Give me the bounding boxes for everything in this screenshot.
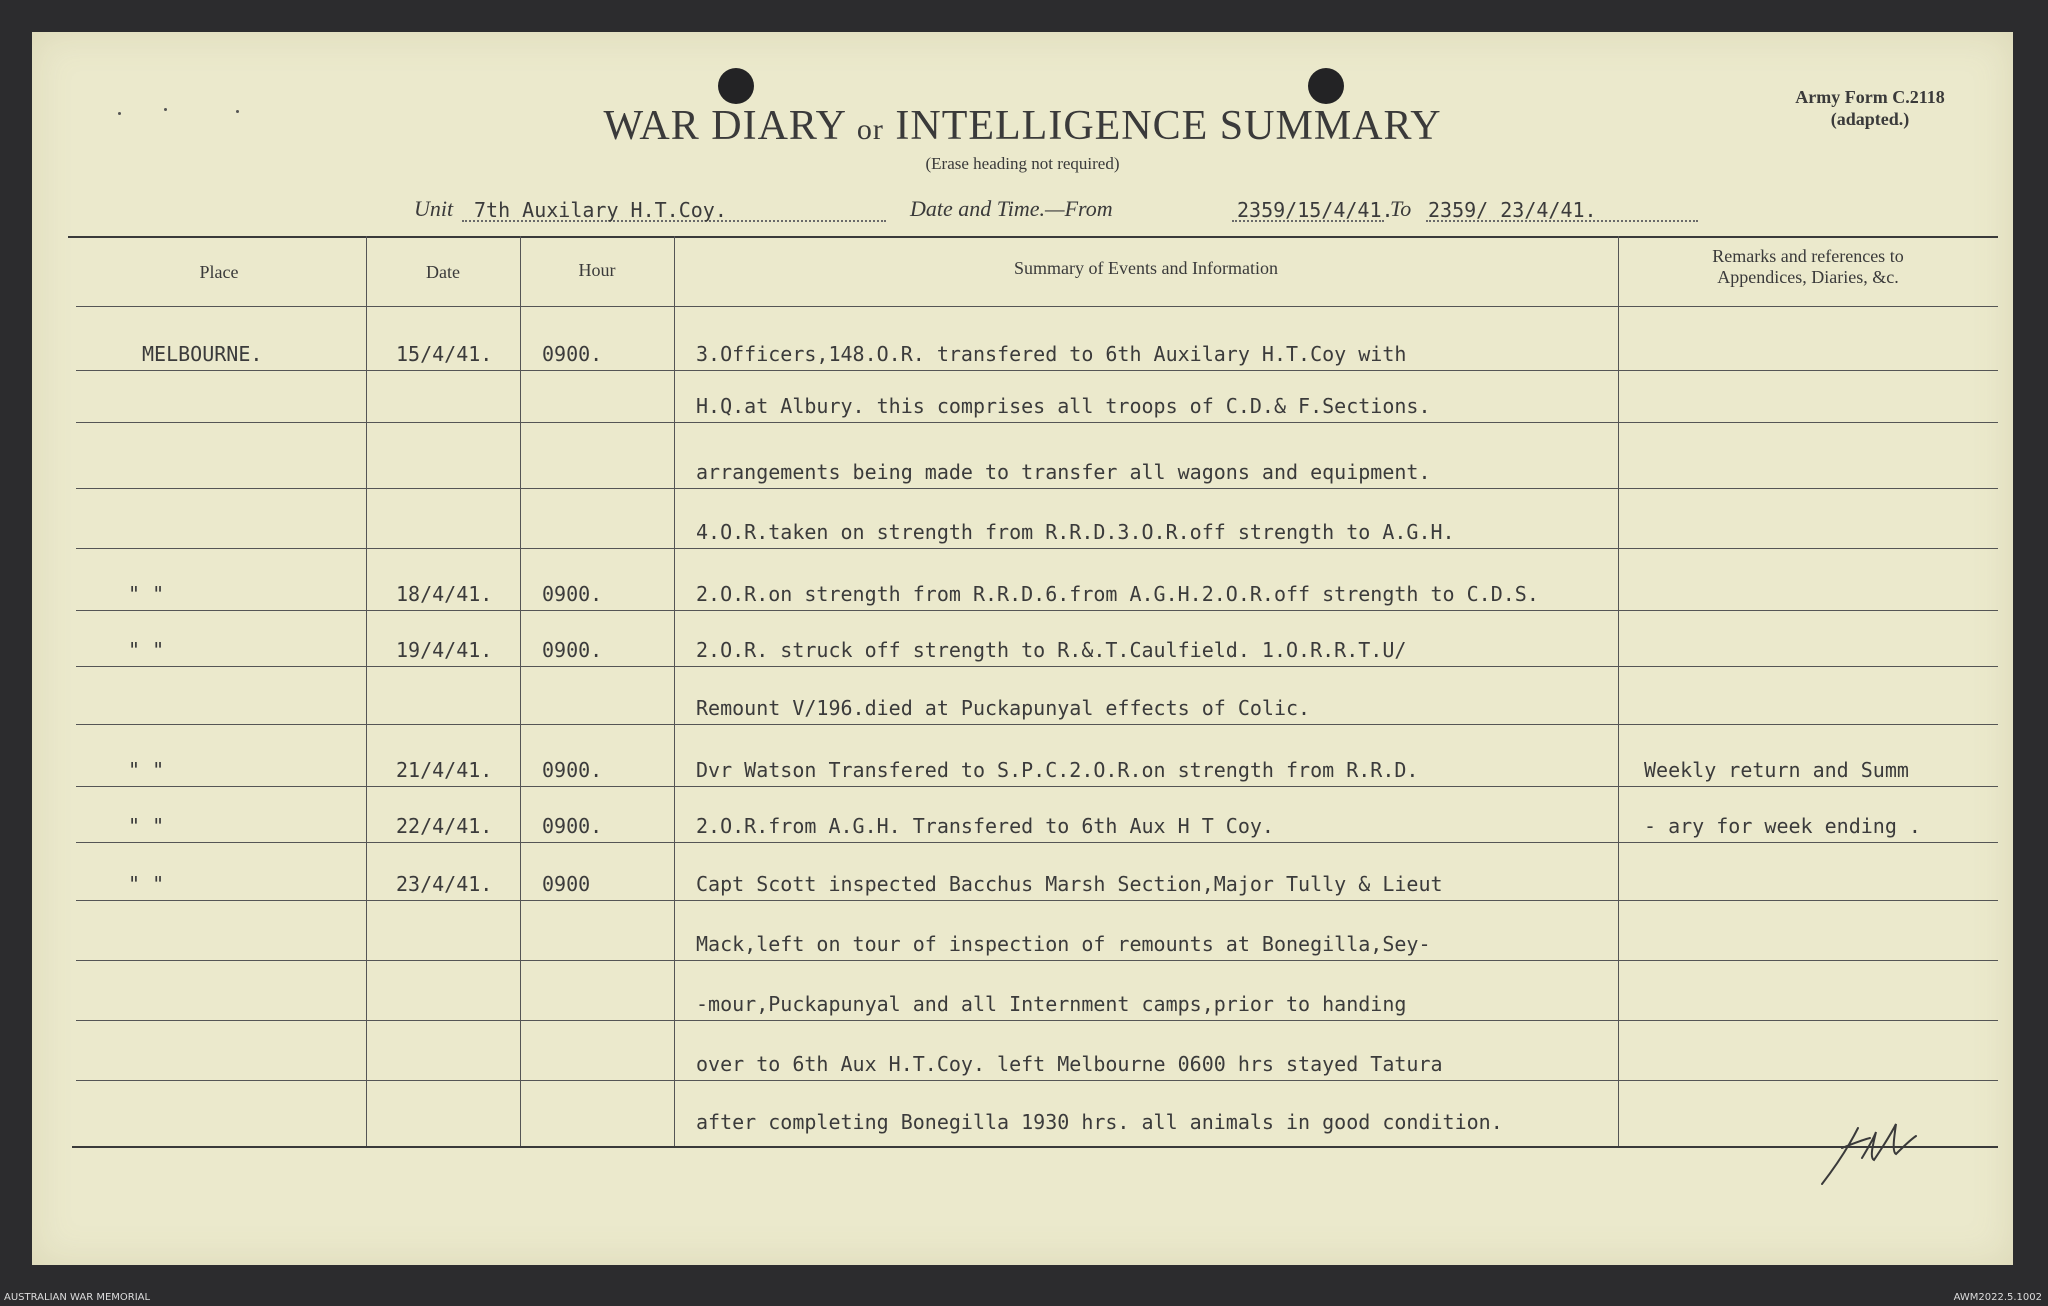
army-form-label	[1770, 86, 1970, 130]
date-time-label: Date and Time.—From	[910, 196, 1113, 221]
to-label: To	[1390, 196, 1412, 221]
unit-value: 7th Auxilary H.T.Coy.	[474, 198, 727, 222]
summary-cell: 2.O.R. struck off strength to R.&.T.Caulfield. 1.O.R.R.T.U/	[696, 638, 1407, 662]
row-rule	[76, 610, 1998, 611]
punch-hole-right	[1308, 68, 1344, 104]
erase-heading-note: (Erase heading not required)	[925, 154, 1120, 173]
document-page	[32, 32, 2013, 1265]
place-ditto-mark: " "	[128, 758, 165, 782]
date-cell: 23/4/41.	[396, 872, 493, 896]
hour-cell: 0900	[542, 872, 591, 896]
column-header-place: Place	[199, 262, 239, 282]
place-cell: MELBOURNE.	[142, 342, 263, 366]
remarks-header-line-1: Remarks and references to	[1712, 246, 1904, 266]
summary-cell: 2.O.R.from A.G.H. Transfered to 6th Aux H T Coy.	[696, 814, 1274, 838]
column-header-remarks	[1618, 246, 1998, 288]
summary-cell: Dvr Watson Transfered to S.P.C.2.O.R.on strength from R.R.D.	[696, 758, 1419, 782]
summary-cell: 4.O.R.taken on strength from R.R.D.3.O.R.off strength to A.G.H.	[696, 520, 1455, 544]
table-header-rule	[76, 306, 1998, 307]
form-title	[32, 102, 2013, 150]
summary-cell: Capt Scott inspected Bacchus Marsh Section,Major Tully & Lieut	[696, 872, 1443, 896]
summary-cell: arrangements being made to transfer all wagons and equipment.	[696, 460, 1431, 484]
date-cell: 18/4/41.	[396, 582, 493, 606]
footer-reference-number: AWM2022.5.1002	[1953, 1292, 2042, 1303]
summary-cell: Remount V/196.died at Puckapunyal effects of Colic.	[696, 696, 1311, 720]
row-rule	[76, 724, 1998, 725]
hour-cell: 0900.	[542, 582, 603, 606]
column-divider-place-date	[366, 236, 367, 1146]
hour-cell: 0900.	[542, 638, 603, 662]
row-rule	[76, 786, 1998, 787]
remarks-header-line-2: Appendices, Diaries, &c.	[1717, 267, 1899, 287]
to-value: 2359/ 23/4/41.	[1428, 198, 1597, 222]
hour-cell: 0900.	[542, 758, 603, 782]
summary-cell: over to 6th Aux H.T.Coy. left Melbourne 0600 hrs stayed Tatura	[696, 1052, 1443, 1076]
summary-cell: 3.Officers,148.O.R. transfered to 6th Auxilary H.T.Coy with	[696, 342, 1407, 366]
from-value: 2359/15/4/41.	[1237, 198, 1394, 222]
column-header-hour: Hour	[578, 260, 616, 280]
title-or: or	[856, 113, 884, 146]
summary-cell: 2.O.R.on strength from R.R.D.6.from A.G.H.2.O.R.off strength to C.D.S.	[696, 582, 1539, 606]
row-rule	[76, 900, 1998, 901]
row-rule	[76, 1080, 1998, 1081]
row-rule	[76, 1020, 1998, 1021]
row-rule	[76, 488, 1998, 489]
title-intelligence-summary: INTELLIGENCE SUMMARY	[895, 103, 1442, 149]
summary-cell: after completing Bonegilla 1930 hrs. all animals in good condition.	[696, 1110, 1503, 1134]
summary-cell: -mour,Puckapunyal and all Internment camps,prior to handing	[696, 992, 1407, 1016]
army-form-number: Army Form C.2118	[1795, 87, 1945, 107]
summary-cell: Mack,left on tour of inspection of remounts at Bonegilla,Sey-	[696, 932, 1431, 956]
place-ditto-mark: " "	[128, 872, 165, 896]
punch-hole-left	[718, 68, 754, 104]
place-ditto-mark: " "	[128, 814, 165, 838]
title-war-diary: WAR DIARY	[603, 103, 846, 149]
column-header-summary: Summary of Events and Information	[1014, 258, 1278, 278]
table-bottom-rule	[72, 1146, 1998, 1148]
table-top-rule	[68, 236, 1998, 238]
row-rule	[76, 842, 1998, 843]
row-rule	[76, 960, 1998, 961]
column-divider-hour-summary	[674, 236, 675, 1146]
row-rule	[76, 548, 1998, 549]
footer-institution: AUSTRALIAN WAR MEMORIAL	[4, 1292, 151, 1303]
hour-cell: 0900.	[542, 814, 603, 838]
date-cell: 21/4/41.	[396, 758, 493, 782]
row-rule	[76, 370, 1998, 371]
place-ditto-mark: " "	[128, 582, 165, 606]
remarks-cell: Weekly return and Summ	[1644, 758, 1909, 782]
column-divider-summary-remarks	[1618, 236, 1619, 1146]
column-divider-date-hour	[520, 236, 521, 1146]
row-rule	[76, 666, 1998, 667]
row-rule	[76, 422, 1998, 423]
remarks-cell: - ary for week ending .	[1644, 814, 1921, 838]
column-header-date: Date	[426, 262, 460, 282]
date-cell: 15/4/41.	[396, 342, 493, 366]
unit-label: Unit	[414, 196, 454, 221]
army-form-adapted: (adapted.)	[1830, 109, 1910, 129]
summary-cell: H.Q.at Albury. this comprises all troops of C.D.& F.Sections.	[696, 394, 1431, 418]
hour-cell: 0900.	[542, 342, 603, 366]
date-cell: 19/4/41.	[396, 638, 493, 662]
signature-initials	[1812, 1118, 1922, 1188]
place-ditto-mark: " "	[128, 638, 165, 662]
date-cell: 22/4/41.	[396, 814, 493, 838]
